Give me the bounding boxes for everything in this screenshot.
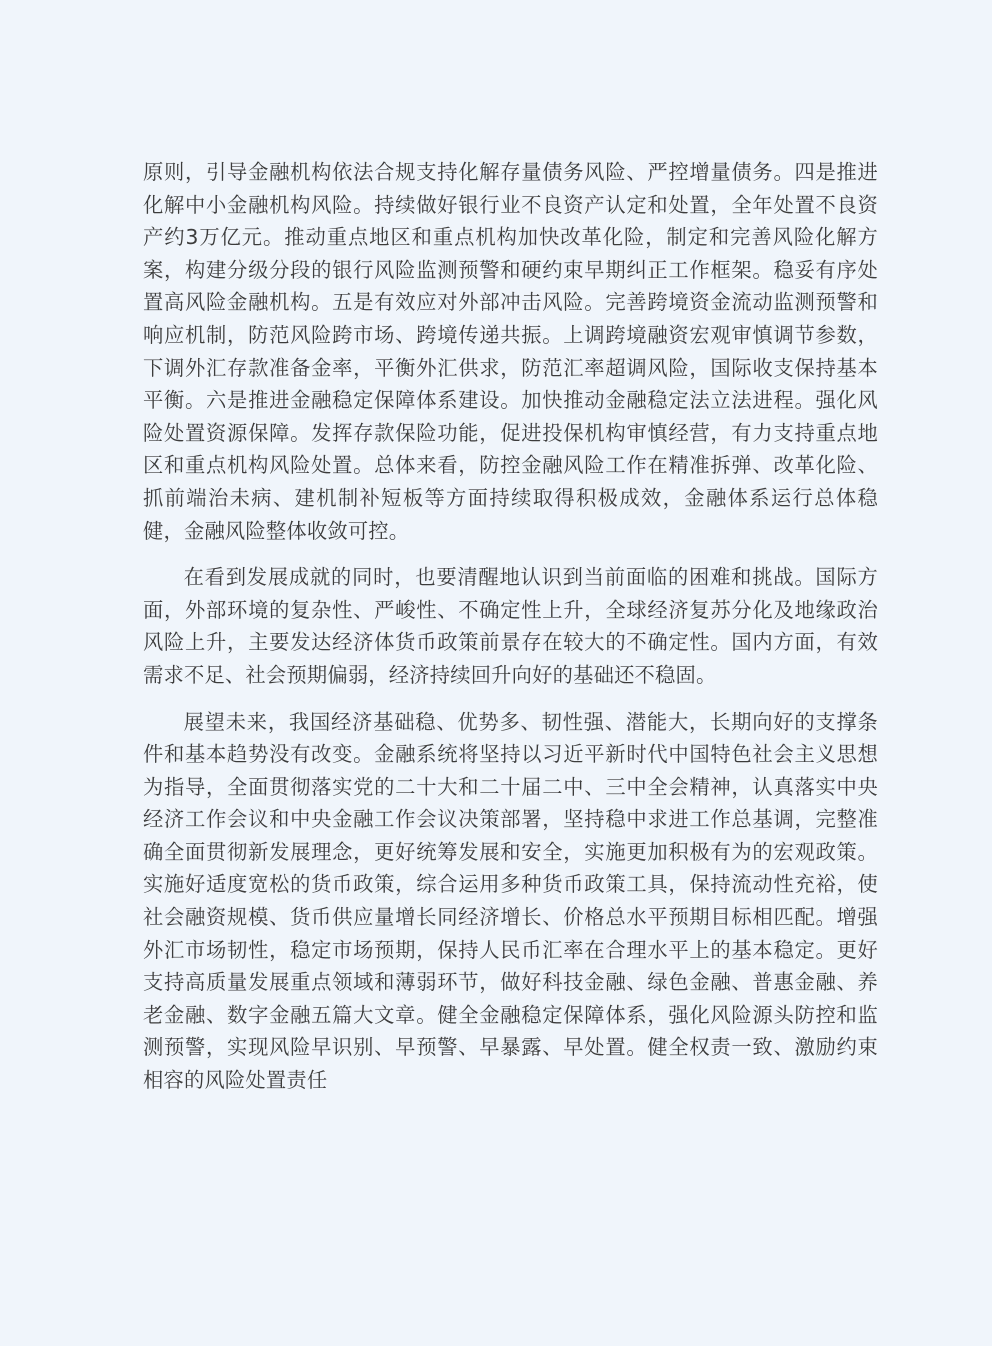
paragraph-challenges: 在看到发展成就的同时，也要清醒地认识到当前面临的困难和挑战。国际方面，外部环境的复杂性、严峻性、不确定性上升，全球经济复苏分化及地缘政治风险上升，主要发达经济体货币政策前景存在较大的不确定性。国内方面，有效需求不足、社会预期偏弱，经济持续回升向好的基础还不稳固。 <box>143 565 878 687</box>
paragraph-outlook: 展望未来，我国经济基础稳、优势多、韧性强、潜能大，长期向好的支撑条件和基本趋势没有改变。金融系统将坚持以习近平新时代中国特色社会主义思想为指导，全面贯彻落实党的二十大和二十届二中、三中全会精神，认真落实中央经济工作会议和中央金融工作会议决策部署，坚持稳中求进工作总基调，完整准确全面贯彻新发展理念，更好统筹发展和安全，实施更加积极有为的宏观政策。实施好适度宽松的货币政策，综合运用多种货币政策工具，保持流动性充裕，使社会融资规模、货币供应量增长同经济增长、价格总水平预期目标相匹配。增强外汇市场韧性，稳定市场预期，保持人民币汇率在合理水平上的基本稳定。更好支持高质量发展重点领域和薄弱环节，做好科技金融、绿色金融、普惠金融、养老金融、数字金融五篇大文章。健全金融稳定保障体系，强化风险源头防控和监测预警，实现风险早识别、早预警、早暴露、早处置。健全权责一致、激励约束相容的风险处置责任 <box>143 709 878 1093</box>
document-page <box>143 156 878 1097</box>
paragraph-risk-resolution: 原则，引导金融机构依法合规支持化解存量债务风险、严控增量债务。四是推进化解中小金融机构风险。持续做好银行业不良资产认定和处置，全年处置不良资产约3万亿元。推动重点地区和重点机构加快改革化险，制定和完善风险化解方案，构建分级分段的银行风险监测预警和硬约束早期纠正工作框架。稳妥有序处置高风险金融机构。五是有效应对外部冲击风险。完善跨境资金流动监测预警和响应机制，防范风险跨市场、跨境传递共振。上调跨境融资宏观审慎调节参数，下调外汇存款准备金率，平衡外汇供求，防范汇率超调风险，国际收支保持基本平衡。六是推进金融稳定保障体系建设。加快推动金融稳定法立法进程。强化风险处置资源保障。发挥存款保险功能，促进投保机构审慎经营，有力支持重点地区和重点机构风险处置。总体来看，防控金融风险工作在精准拆弹、改革化险、抓前端治未病、建机制补短板等方面持续取得积极成效，金融体系运行总体稳健，金融风险整体收敛可控。 <box>143 160 878 543</box>
